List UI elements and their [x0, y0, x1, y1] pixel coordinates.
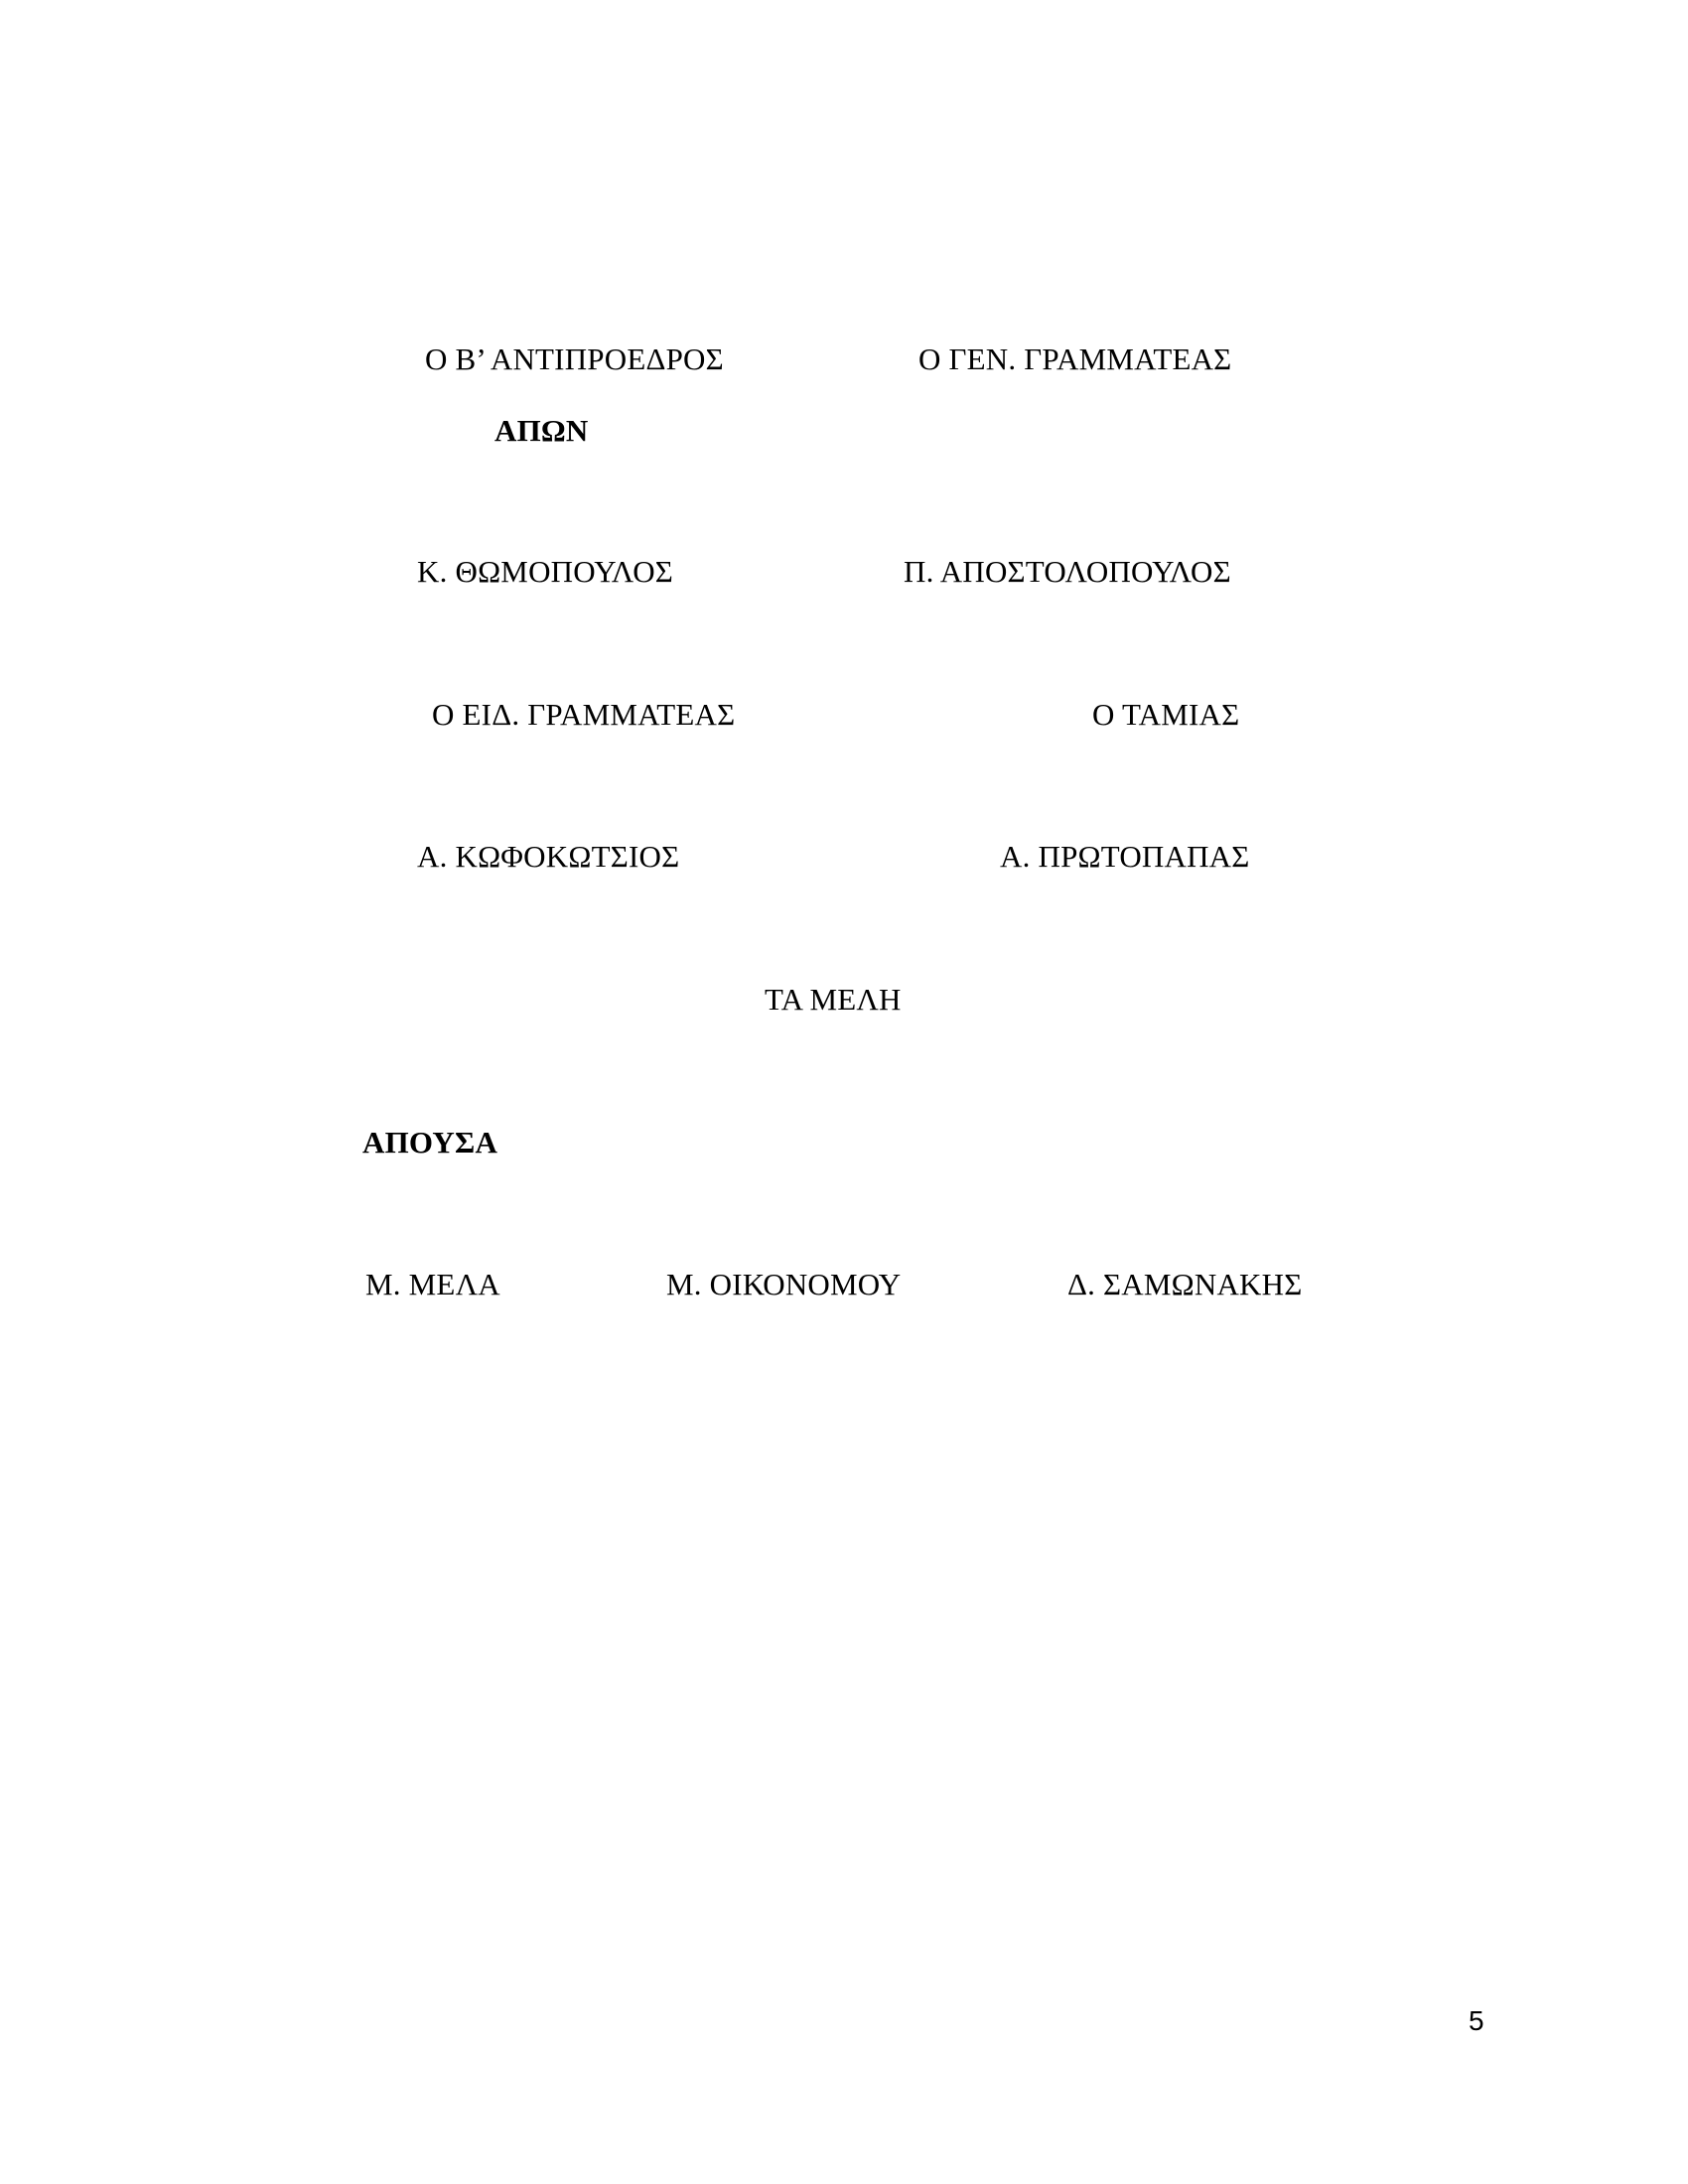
- member-name: Δ. ΣΑΜΩΝΑΚΗΣ: [1067, 1267, 1303, 1301]
- member-name: Μ. ΜΕΛΑ: [365, 1267, 500, 1301]
- members-heading: ΤΑ ΜΕΛΗ: [765, 982, 902, 1017]
- absent-members-label: ΑΠΟΥΣΑ: [362, 1125, 498, 1160]
- general-secretary-title: Ο ΓΕΝ. ΓΡΑΜΜΑΤΕΑΣ: [918, 341, 1232, 376]
- vice-president-name: Κ. ΘΩΜΟΠΟΥΛΟΣ: [417, 554, 674, 589]
- treasurer-title: Ο ΤΑΜΙΑΣ: [1092, 697, 1240, 732]
- member-name: Μ. ΟΙΚΟΝΟΜΟΥ: [666, 1267, 902, 1301]
- special-secretary-name: Α. ΚΩΦΟΚΩΤΣΙΟΣ: [417, 839, 680, 874]
- treasurer-name: Α. ΠΡΩΤΟΠΑΠΑΣ: [1000, 839, 1250, 874]
- vice-president-absent-note: ΑΠΩΝ: [494, 413, 589, 448]
- page-number: 5: [1469, 2005, 1484, 2036]
- special-secretary-title: Ο ΕΙΔ. ΓΡΑΜΜΑΤΕΑΣ: [432, 697, 736, 732]
- vice-president-title: Ο Β’ ΑΝΤΙΠΡΟΕΔΡΟΣ: [425, 341, 724, 376]
- general-secretary-name: Π. ΑΠΟΣΤΟΛΟΠΟΥΛΟΣ: [904, 554, 1231, 589]
